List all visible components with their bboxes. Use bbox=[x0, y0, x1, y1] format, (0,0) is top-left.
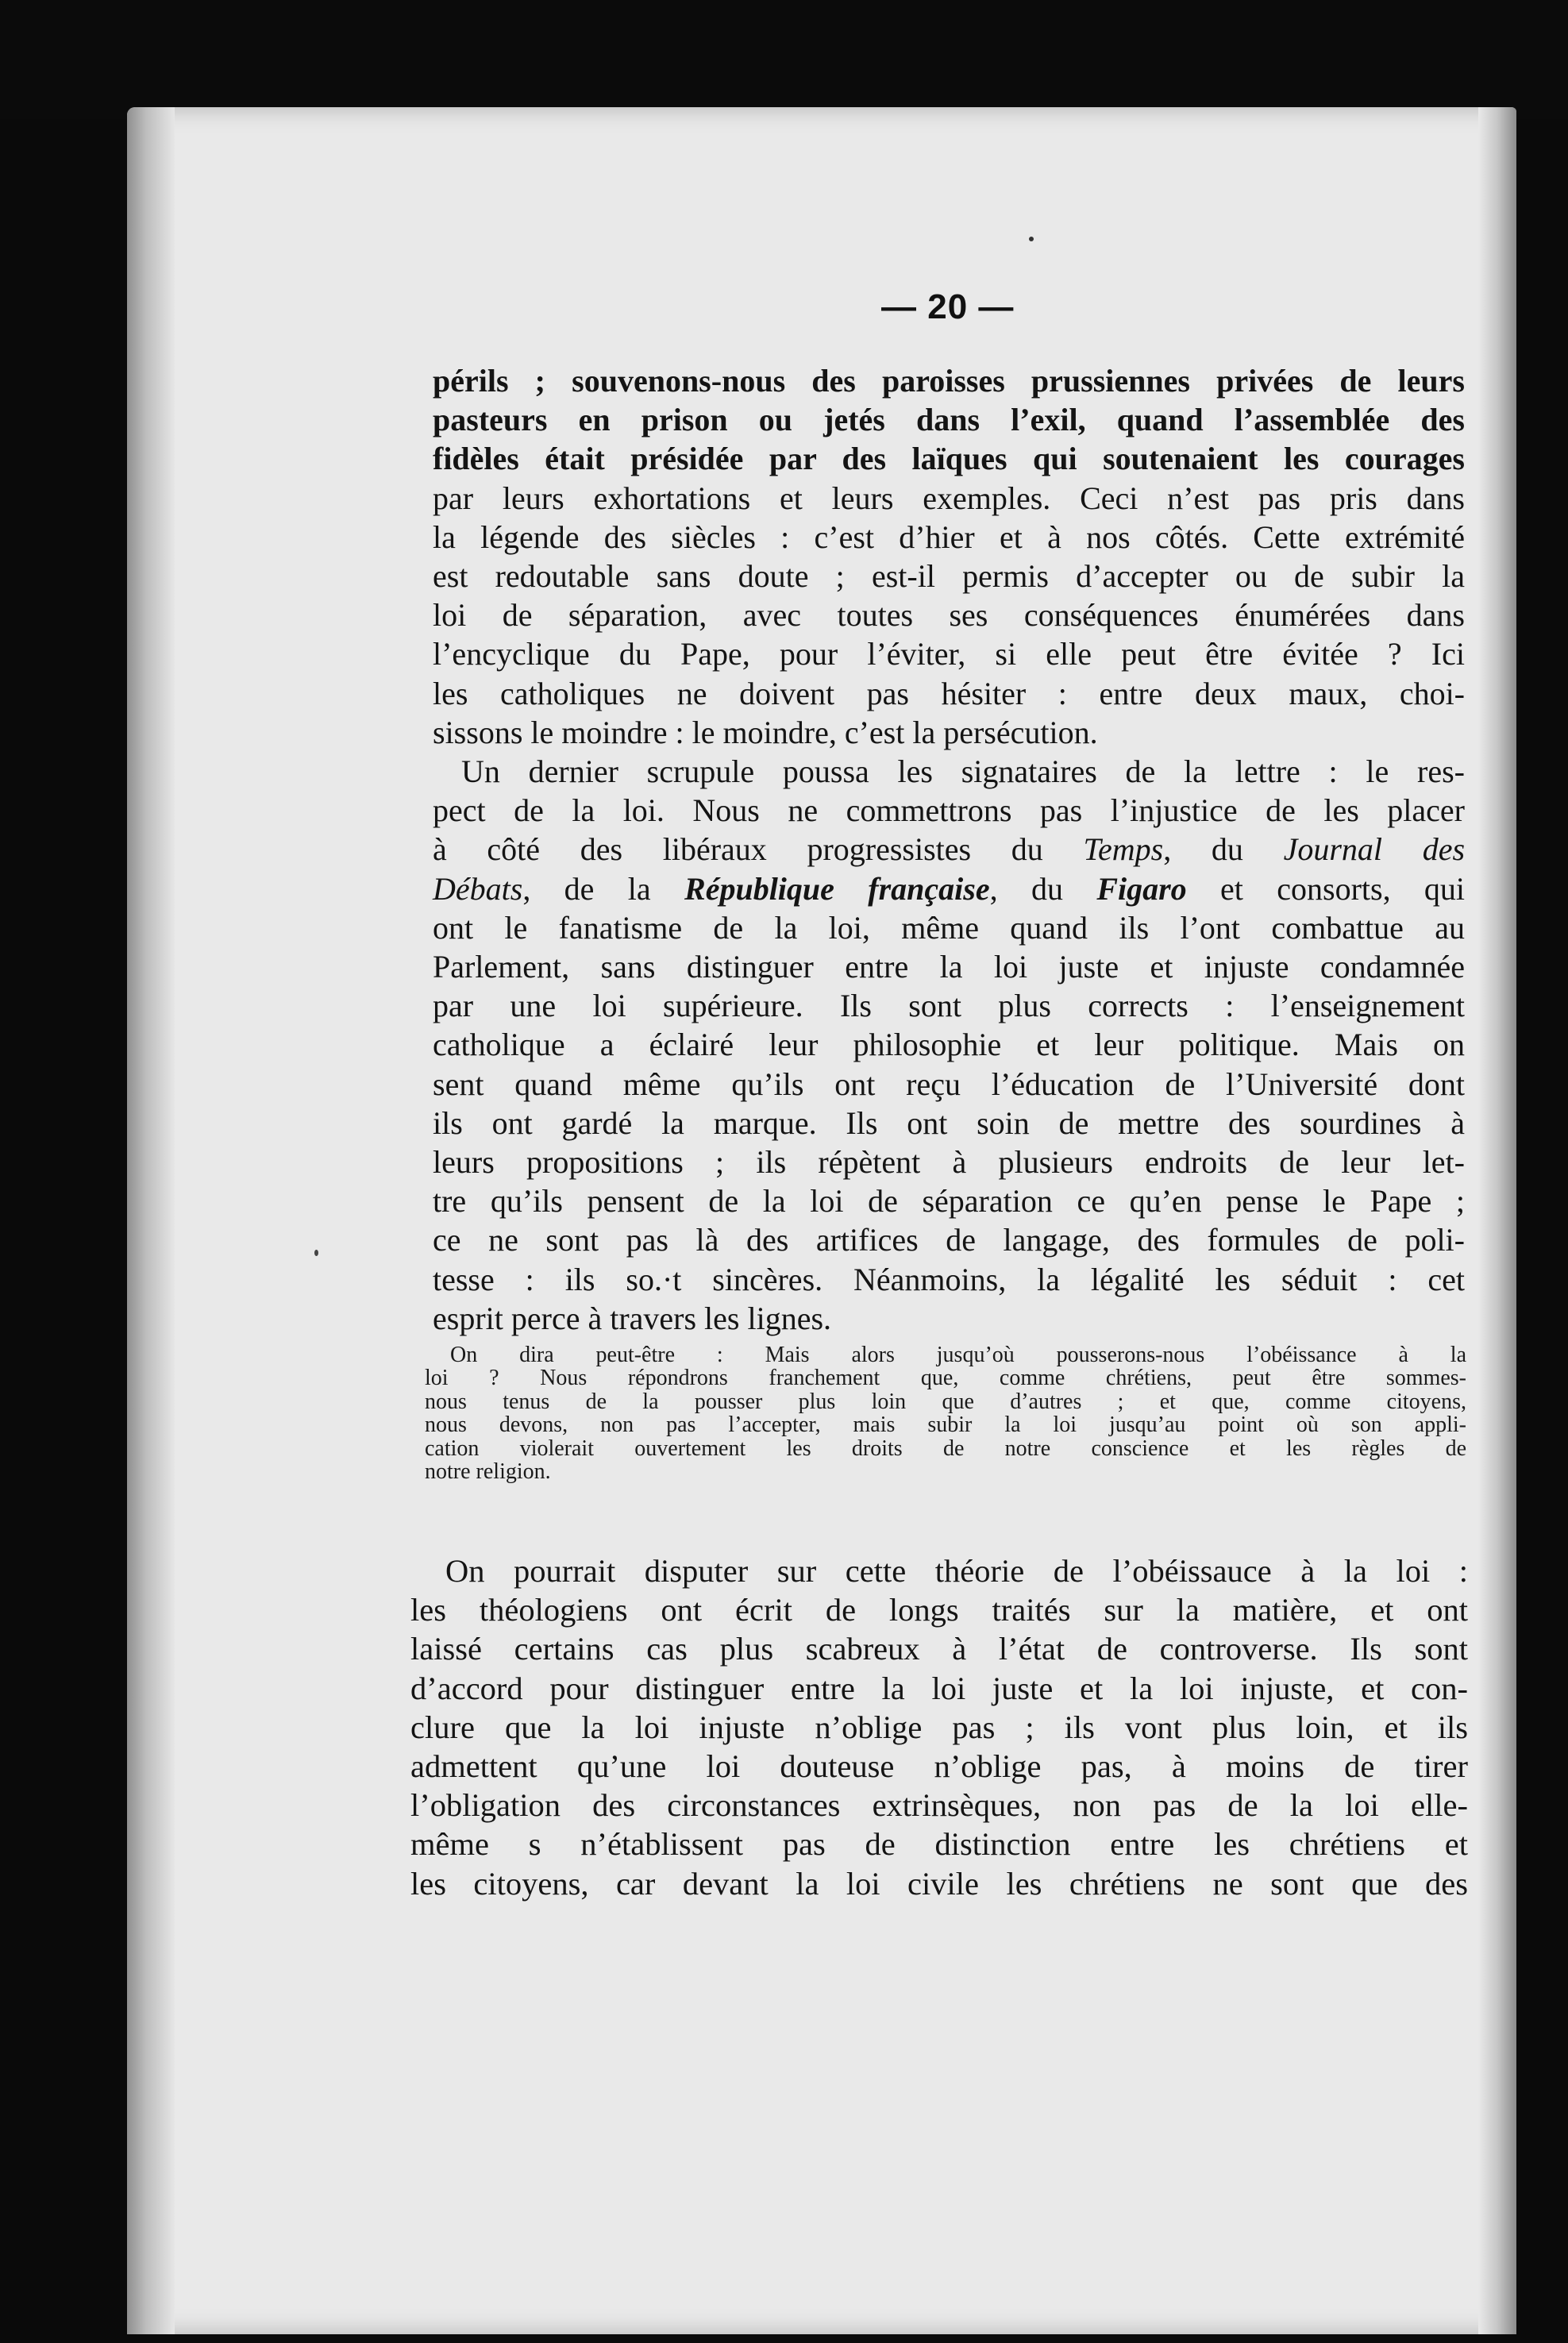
newspaper-title-figaro: Figaro bbox=[1096, 870, 1187, 907]
text-line: esprit perce à travers les lignes. bbox=[433, 1300, 832, 1336]
newspaper-title-journal: Journal des bbox=[1283, 831, 1466, 868]
text-line: ont le fanatisme de la loi, même quand ils l’ont combattue au bbox=[433, 909, 1465, 946]
text-line: périls ; souvenons-nous des paroisses prussiennes privées de leurs bbox=[433, 363, 1465, 399]
text-line: clure que la loi injuste n’oblige pas ; ils vont plus loin, et ils bbox=[410, 1709, 1468, 1745]
page-number: — 20 — bbox=[881, 287, 1015, 326]
text-line: les théologiens ont écrit de longs traités sur la matière, et ont bbox=[410, 1592, 1468, 1628]
text-line: même s n’établissent pas de distinction entre les chrétiens et bbox=[410, 1826, 1468, 1863]
text-line bbox=[433, 830, 1465, 869]
text-line: leurs propositions ; ils répètent à plusieurs endroits de leur let- bbox=[433, 1144, 1465, 1181]
text-line: sissons le moindre : le moindre, c’est la persécution. bbox=[433, 714, 1098, 750]
text-fragment: , du bbox=[989, 870, 1063, 907]
text-line: d’accord pour distinguer entre la loi juste et la loi injuste, et con- bbox=[410, 1670, 1468, 1706]
quoted-passage bbox=[425, 1343, 1466, 1483]
text-line: ce ne sont pas là des artifices de langage, des formules de poli- bbox=[433, 1222, 1465, 1258]
scan-background bbox=[0, 0, 1568, 119]
page-outer-edge bbox=[1478, 107, 1516, 2334]
page-binding-edge bbox=[127, 107, 175, 2334]
text-line bbox=[433, 869, 1465, 908]
text-line: sent quand même qu’ils ont reçu l’éducation de l’Université dont bbox=[433, 1066, 1465, 1102]
text-line: est redoutable sans doute ; est-il permis d’accepter ou de subir la bbox=[433, 558, 1465, 595]
text-line: catholique a éclairé leur philosophie et leur politique. Mais on bbox=[433, 1027, 1465, 1063]
text-line: loi de séparation, avec toutes ses conséquences énumérées dans bbox=[433, 597, 1465, 634]
newspaper-title-debats: Débats bbox=[433, 870, 523, 907]
text-line: les citoyens, car devant la loi civile les chrétiens ne sont que des bbox=[410, 1865, 1468, 1902]
text-line: pect de la loi. Nous ne commettrons pas l’injustice de les placer bbox=[433, 792, 1465, 829]
body-text bbox=[433, 361, 1465, 1338]
text-line: tre qu’ils pensent de la loi de séparation ce qu’en pense le Pape ; bbox=[433, 1183, 1465, 1220]
text-line: l’encyclique du Pape, pour l’éviter, si elle peut être évitée ? Ici bbox=[433, 636, 1465, 672]
text-fragment: , de la bbox=[522, 870, 651, 907]
text-line: fidèles était présidée par des laïques qui soutenaient les courages bbox=[433, 441, 1465, 477]
scan-speck bbox=[314, 1250, 318, 1256]
text-line: ils ont gardé la marque. Ils ont soin de mettre des sourdines à bbox=[433, 1104, 1465, 1141]
text-line: par leurs exhortations et leurs exemples. Ceci n’est pas pris dans bbox=[433, 480, 1465, 516]
text-line: l’obligation des circonstances extrinsèques, non pas de la loi elle- bbox=[410, 1787, 1468, 1824]
text-line: Un dernier scrupule poussa les signataires de la lettre : le res- bbox=[461, 753, 1465, 790]
text-fragment: à côté des libéraux progressistes du bbox=[433, 831, 1043, 868]
text-fragment: et consorts, qui bbox=[1220, 870, 1466, 907]
text-line: la légende des siècles : c’est d’hier et à nos côtés. Cette extrémité bbox=[433, 518, 1465, 555]
newspaper-title-republique: République française bbox=[684, 870, 990, 907]
quote-line: nous devons, non pas l’accepter, mais subir la loi jusqu’au point où son appli- bbox=[425, 1412, 1466, 1438]
text-line: On pourrait disputer sur cette théorie de l’obéissauce à la loi : bbox=[445, 1553, 1468, 1589]
scan-speck bbox=[1029, 237, 1034, 241]
text-line: tesse : ils so.·t sincères. Néanmoins, la légalité les séduit : cet bbox=[433, 1261, 1465, 1297]
quote-line: On dira peut-être : Mais alors jusqu’où pousserons-nous l’obéissance à la bbox=[450, 1343, 1466, 1367]
text-fragment: , du bbox=[1163, 831, 1243, 868]
text-line: par une loi supérieure. Ils sont plus corrects : l’enseignement bbox=[433, 988, 1465, 1024]
text-line: laissé certains cas plus scabreux à l’état de controverse. Ils sont bbox=[410, 1631, 1468, 1667]
quote-line: loi ? Nous répondrons franchement que, comme chrétiens, peut être sommes- bbox=[425, 1366, 1466, 1391]
quote-line: nous tenus de la pousser plus loin que d’autres ; et que, comme citoyens, bbox=[425, 1389, 1466, 1414]
body-text-continued bbox=[410, 1551, 1468, 1903]
newspaper-title-temps: Temps bbox=[1083, 831, 1164, 868]
text-line: les catholiques ne doivent pas hésiter : entre deux maux, choi- bbox=[433, 675, 1465, 711]
text-line: pasteurs en prison ou jetés dans l’exil, quand l’assemblée des bbox=[433, 402, 1465, 438]
quote-line: cation violerait ouvertement les droits de notre conscience et les règles de bbox=[425, 1435, 1466, 1461]
quote-line: notre religion. bbox=[425, 1459, 551, 1485]
text-line: Parlement, sans distinguer entre la loi juste et injuste condamnée bbox=[433, 949, 1465, 985]
text-line: admettent qu’une loi douteuse n’oblige pas, à moins de tirer bbox=[410, 1748, 1468, 1785]
